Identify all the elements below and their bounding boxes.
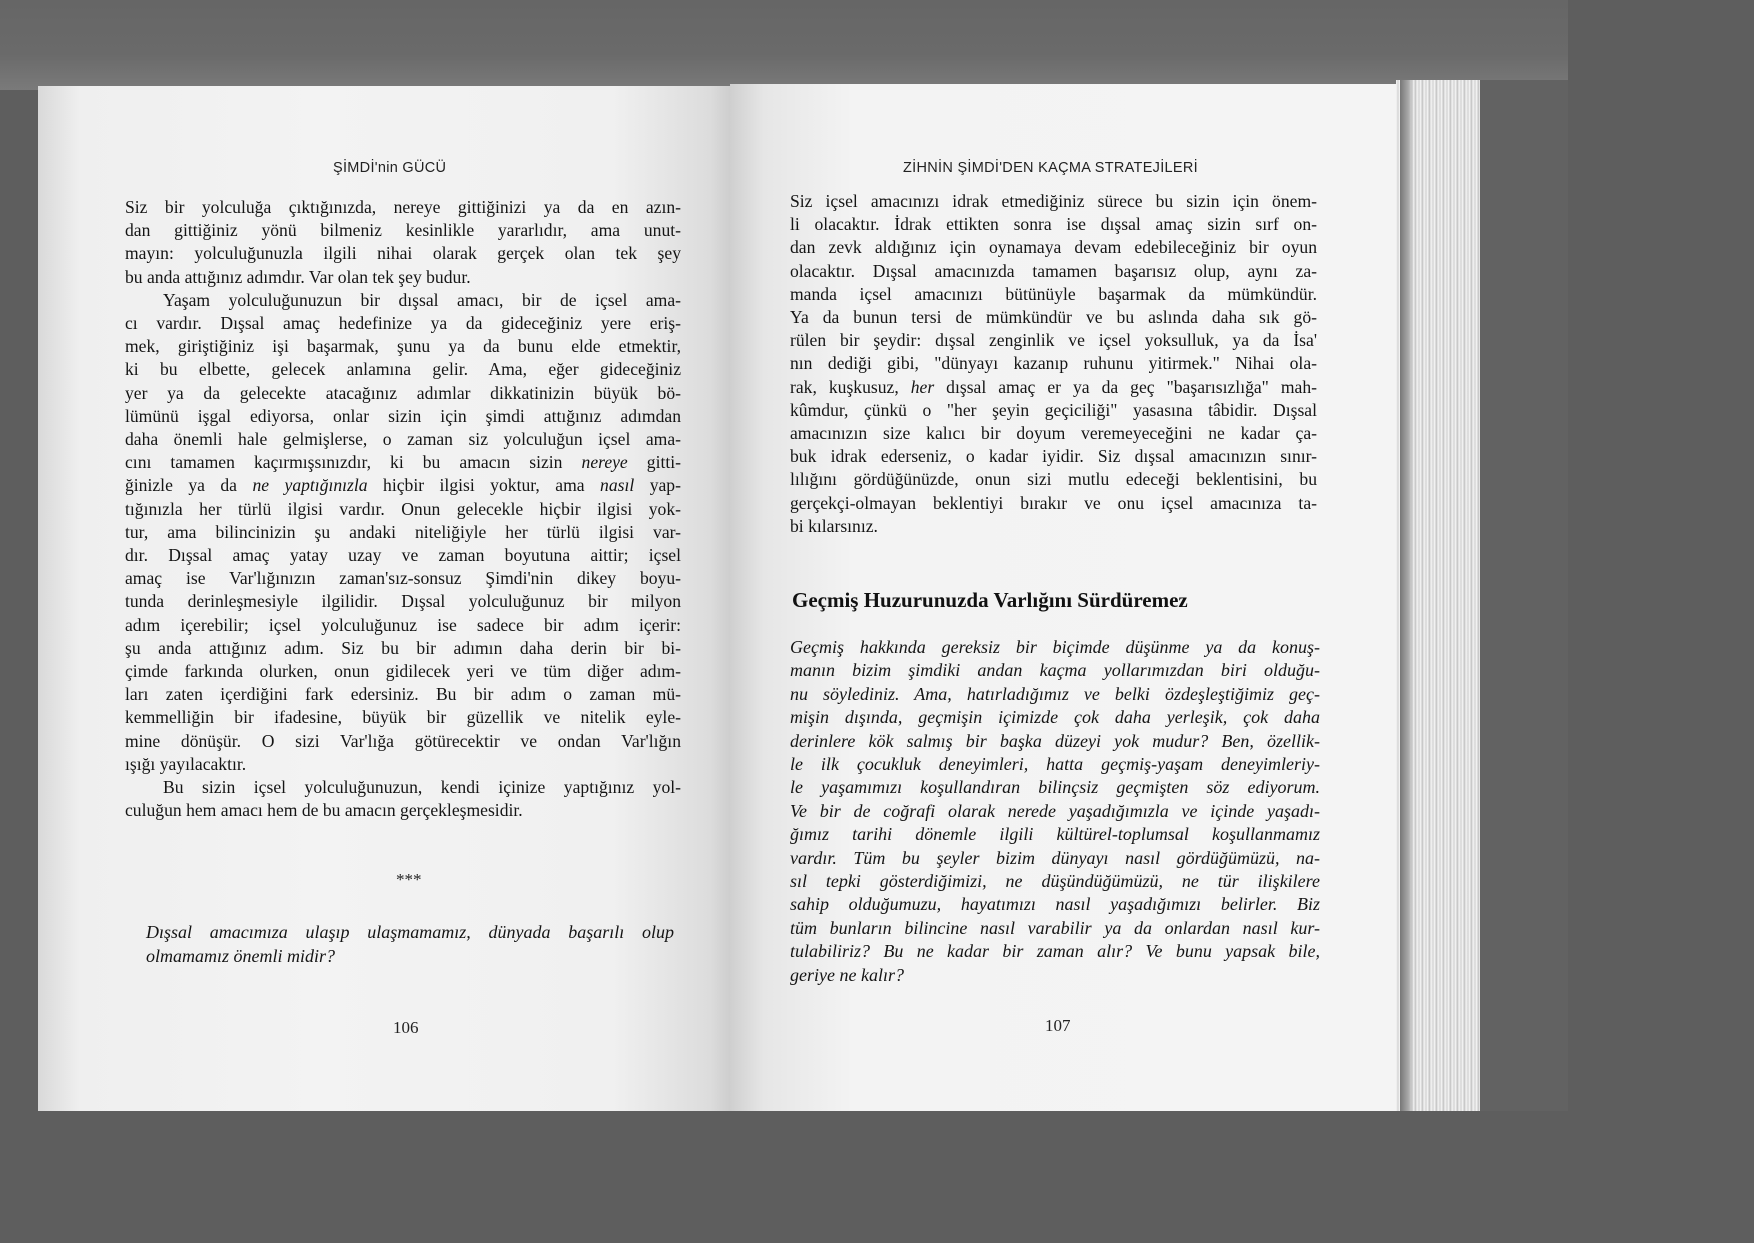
- text-line: geriye ne kalır?: [790, 964, 904, 985]
- text-line: tığınızla her türlü ilgisi vardır. Onun gelecekle hiçbir ilgisi yok-: [125, 498, 681, 519]
- text-line: sahip olduğumuzu, hayatımızı nasıl yaşadığımızı belirler. Biz: [790, 894, 1320, 915]
- text-line: Ve bir de coğrafi olarak nerede yaşadığımızla ve içinde yaşadı-: [790, 800, 1320, 821]
- text-run: cını tamamen kaçırmışsınızdır, ki bu amacın sizin: [125, 452, 582, 473]
- italic-run: ne yaptığınızla: [252, 475, 368, 496]
- text-line: Siz içsel amacınızı idrak etmediğiniz sürece bu sizin için önem-: [790, 191, 1317, 211]
- text-line: Bu sizin içsel yolculuğunuzun, kendi içinize yaptığınız yol-: [163, 777, 681, 798]
- right-question: [790, 636, 1320, 987]
- text-line: olacaktır. Dışsal amacınızda tamamen başarısız olup, aynı za-: [790, 260, 1317, 281]
- text-line: mişin dışında, geçmişin içimizde çok daha yerleşik, çok daha: [790, 707, 1320, 728]
- text-run: rak, kuşkusuz,: [790, 376, 911, 397]
- text-line: bi kılarsınız.: [790, 515, 878, 536]
- text-line: Siz bir yolculuğa çıktığınızda, nereye gittiğinizi ya da en azın-: [125, 197, 681, 217]
- text-line: buk idrak ederseniz, o kadar iyidir. Siz dışsal amacınızın sınır-: [790, 446, 1317, 467]
- text-line: derinlere kök salmış bir başka düzeyi yok mudur? Ben, özellik-: [790, 730, 1320, 751]
- text-line: adım içerebilir; içsel yolculuğunuz ise sadece bir adım içerir:: [125, 614, 681, 635]
- text-line: dan zevk aldığınız için oynamaya devam edebileceğiniz bir oyun: [790, 237, 1317, 258]
- text-line: Yaşam yolculuğunuzun bir dışsal amacı, bir de içsel ama-: [163, 289, 681, 310]
- page-number-left: 106: [393, 1018, 419, 1037]
- text-line: sıl tepki gösterdiğimizi, ne düşündüğümüzü, ne tür ilişkilere: [790, 871, 1320, 892]
- text-line: manda içsel amacınızı bütünüyle başarmak da mümkündür.: [790, 283, 1317, 304]
- left-question: [146, 920, 674, 968]
- page-edge-shadow: [1400, 80, 1414, 1111]
- section-heading: Geçmiş Huzurunuzda Varlığını Sürdüremez: [792, 588, 1188, 612]
- text-line: manın bizim şimdiki andan kaçma yollarımızdan biri olduğu-: [790, 660, 1320, 681]
- text-line: çimde farkında olurken, onun gidilecek yeri ve tüm diğer adım-: [125, 661, 681, 682]
- text-line: bu anda attığınız adımdır. Var olan tek şey budur.: [125, 266, 471, 287]
- text-line: ki bu elbette, gelecek anlamına gelir. Ama, eğer gideceğiniz: [125, 359, 681, 380]
- text-run: hiçbir ilgisi yoktur, ama: [367, 475, 601, 496]
- text-line: Geçmiş hakkında gereksiz bir biçimde düşünme ya da konuş-: [790, 637, 1320, 657]
- text-line: mek, giriştiğiniz işi başarmak, şunu ya da bunu elde etmektir,: [125, 336, 681, 357]
- text-line: [125, 451, 681, 474]
- text-line: tur, ama bilincinizin şu andaki niteliğiyle her türlü ilgisi var-: [125, 521, 681, 542]
- text-line: tulabiliriz? Bu ne kadar bir zaman alır? Ve bunu yapsak bile,: [790, 941, 1320, 962]
- text-line: mayın: yolculuğunuzla ilgili nihai olarak gerçek olan tek şey: [125, 243, 681, 264]
- text-line: Dışsal amacımıza ulaşıp ulaşmamamız, dünyada başarılı olup: [146, 922, 674, 942]
- italic-run: her: [910, 376, 935, 397]
- text-run: ğinizle ya da: [125, 475, 253, 496]
- text-line: rülen bir şeydir: dışsal zenginlik ve içsel yoksulluk, ya da İsa': [790, 330, 1317, 351]
- text-line: tüm bunların bilincine nasıl varabilir ya da onlardan nasıl kur-: [790, 917, 1320, 938]
- running-head-right: ZİHNİN ŞİMDİ'DEN KAÇMA STRATEJİLERİ: [903, 160, 1198, 176]
- section-separator: ***: [396, 870, 422, 889]
- text-line: ları zaten içerdiğini fark edersiniz. Bu bir adım o zaman mü-: [125, 684, 681, 705]
- text-line: [125, 474, 681, 497]
- text-line: daha önemli hale gelmişlerse, o zaman siz yolculuğun içsel ama-: [125, 429, 681, 450]
- text-line: vardır. Tüm bu şeyler bizim dünyayı nasıl gördüğümüzü, na-: [790, 847, 1320, 868]
- text-line: olmamamız önemli midir?: [146, 946, 335, 966]
- right-body-text: [790, 190, 1317, 538]
- scan-background-top: [0, 0, 1568, 90]
- text-line: lümünü işgal ediyorsa, onlar sizin için şimdi attığınız adımdan: [125, 405, 681, 426]
- text-line: ışığı yayılacaktır.: [125, 753, 247, 774]
- text-line: mine dönüşür. O sizi Var'lığa götürecektir ve ondan Var'lığın: [125, 730, 681, 751]
- text-line: yer ya da gelecekte atacağınız adımlar dikkatinizin büyük bö-: [125, 382, 681, 403]
- text-run: gitti-: [627, 452, 681, 473]
- text-line: dır. Dışsal amaç yatay uzay ve zaman boyutuna aittir; içsel: [125, 545, 681, 566]
- text-line: amaç ise Var'lığınızın zaman'sız-sonsuz Şimdi'nin dikey boyu-: [125, 568, 681, 589]
- running-head-left: ŞİMDİ'nin GÜCÜ: [333, 160, 447, 176]
- text-line: nu söylediniz. Ama, hatırladığımız ve belki özdeşleştiğimiz geç-: [790, 683, 1320, 704]
- text-line: şu anda attığınız adım. Siz bu bir adımın daha derin bir bi-: [125, 637, 681, 658]
- text-line: amacınızın size kalıcı bir doyum veremeyeceğini ne kadar ça-: [790, 423, 1317, 444]
- text-line: kûmdur, çünkü o "her şeyin geçiciliği" yasasına tâbidir. Dışsal: [790, 399, 1317, 420]
- text-run: dışsal amaç er ya da geç "başarısızlığa" mah-: [934, 376, 1318, 397]
- text-line: Ya da bunun tersi de mümkündür ve bu aslında daha sık gö-: [790, 307, 1317, 328]
- italic-run: nereye: [581, 452, 628, 473]
- text-line: [790, 376, 1317, 399]
- text-line: dan gittiğiniz yönü bilmeniz kesinlikle yararlıdır, ama unut-: [125, 220, 681, 241]
- text-line: culuğun hem amacı hem de bu amacın gerçekleşmesidir.: [125, 800, 523, 821]
- text-line: le yaşamımızı koşullandıran bilinçsiz geçmişten söz ediyorum.: [790, 777, 1320, 798]
- text-line: gerçekçi-olmayan beklentiyi bırakır ve onu içsel amacınıza ta-: [790, 492, 1317, 513]
- left-body-text: [125, 196, 681, 822]
- text-line: cı vardır. Dışsal amaç hedefinize ya da gideceğiniz yere eriş-: [125, 313, 681, 334]
- text-run: yap-: [634, 475, 681, 496]
- scan-background-right: [1480, 80, 1568, 1111]
- text-line: li olacaktır. İdrak ettikten sonra ise dışsal amaç sizin sırf on-: [790, 214, 1317, 235]
- text-line: lılığını gördüğünüzde, onun sizi mutlu edeceği beklentisini, bu: [790, 469, 1317, 490]
- text-line: tunda derinleşmesiyle ilgilidir. Dışsal yolculuğunuz bir milyon: [125, 591, 681, 612]
- text-line: nın dediği gibi, "dünyayı kazanıp ruhunu yitirmek." Nihai ola-: [790, 353, 1317, 374]
- italic-run: nasıl: [600, 475, 635, 496]
- text-line: le ilk çocukluk deneyimleri, hatta geçmiş-yaşam deneyimleriy-: [790, 754, 1320, 775]
- text-line: ğımız tarihi dönemle ilgili kültürel-toplumsal koşullanmamız: [790, 824, 1320, 845]
- text-line: kemmelliğin bir ifadesine, büyük bir güzellik ve nitelik eyle-: [125, 707, 681, 728]
- page-number-right: 107: [1045, 1016, 1071, 1035]
